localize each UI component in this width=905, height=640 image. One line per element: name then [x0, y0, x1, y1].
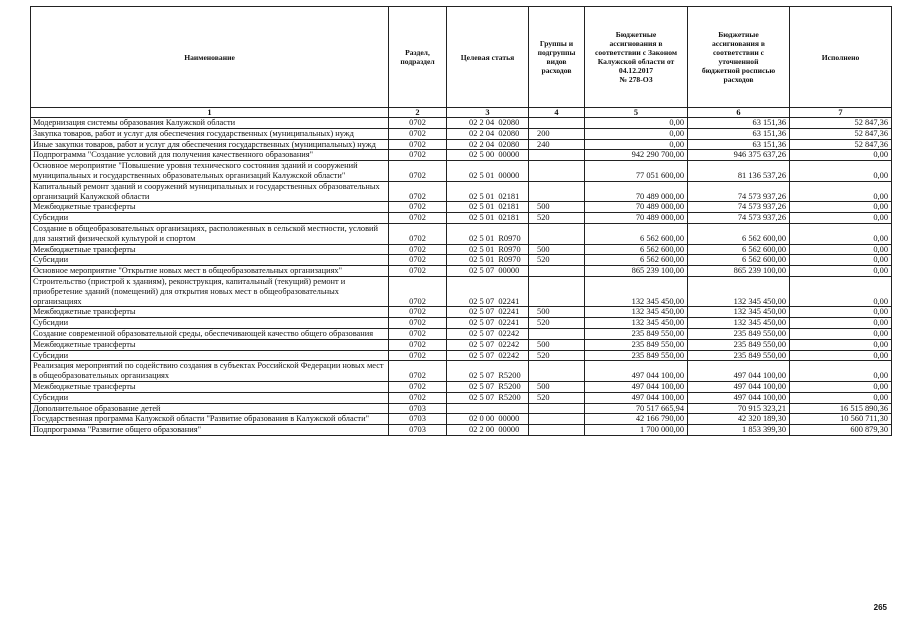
row-target-code: 02 5 01 02181	[447, 202, 529, 213]
row-refined-amount: 235 849 550,00	[688, 350, 790, 361]
row-name: Закупка товаров, работ и услуг для обеспечения государственных (муниципальных) нужд	[31, 128, 389, 139]
row-name: Межбюджетные трансферты	[31, 244, 389, 255]
row-name: Создание современной образовательной среды, обеспечивающей качество общего образования	[31, 328, 389, 339]
row-section: 0702	[389, 266, 447, 277]
row-expense-group	[529, 161, 585, 182]
table-row	[31, 307, 892, 318]
row-refined-amount: 70 915 323,21	[688, 403, 790, 414]
row-target-code: 02 5 07 02242	[447, 350, 529, 361]
row-executed-amount: 0,00	[790, 318, 892, 329]
row-section: 0702	[389, 223, 447, 244]
row-law-amount: 942 290 700,00	[585, 150, 688, 161]
row-law-amount: 70 517 665,94	[585, 403, 688, 414]
header-refined: Бюджетные ассигнования в соответствии с уточненной бюджетной росписью расходов	[688, 7, 790, 108]
row-expense-group	[529, 118, 585, 129]
table-body	[31, 118, 892, 436]
row-refined-amount: 132 345 450,00	[688, 318, 790, 329]
row-target-code: 02 5 07 R5200	[447, 392, 529, 403]
row-target-code: 02 5 07 R5200	[447, 361, 529, 382]
row-expense-group	[529, 328, 585, 339]
row-executed-amount: 0,00	[790, 361, 892, 382]
table-row	[31, 381, 892, 392]
row-executed-amount: 0,00	[790, 213, 892, 224]
row-expense-group: 520	[529, 255, 585, 266]
row-target-code: 02 5 01 R0970	[447, 244, 529, 255]
row-executed-amount: 0,00	[790, 150, 892, 161]
row-expense-group: 500	[529, 307, 585, 318]
row-law-amount: 70 489 000,00	[585, 181, 688, 202]
row-refined-amount: 132 345 450,00	[688, 276, 790, 306]
row-law-amount: 0,00	[585, 118, 688, 129]
row-target-code: 02 5 01 R0970	[447, 255, 529, 266]
row-name: Подпрограмма "Развитие общего образования"	[31, 425, 389, 436]
row-law-amount: 497 044 100,00	[585, 392, 688, 403]
row-section: 0702	[389, 161, 447, 182]
table-row	[31, 328, 892, 339]
table-row	[31, 414, 892, 425]
row-section: 0702	[389, 276, 447, 306]
row-refined-amount: 74 573 937,26	[688, 213, 790, 224]
header-groups: Группы и подгруппы видов расходов	[529, 7, 585, 108]
row-name: Субсидии	[31, 392, 389, 403]
row-expense-group: 240	[529, 139, 585, 150]
row-expense-group: 520	[529, 318, 585, 329]
row-section: 0702	[389, 202, 447, 213]
row-expense-group	[529, 266, 585, 277]
row-target-code: 02 2 04 02080	[447, 128, 529, 139]
row-section: 0702	[389, 318, 447, 329]
row-executed-amount: 0,00	[790, 381, 892, 392]
row-name: Подпрограмма "Создание условий для получения качественного образования"	[31, 150, 389, 161]
header-law: Бюджетные ассигнования в соответствии с Законом Калужской области от 04.12.2017 № 278-ОЗ	[585, 7, 688, 108]
table-row	[31, 118, 892, 129]
table-row	[31, 139, 892, 150]
row-name: Государственная программа Калужской области "Развитие образования в Калужской области"	[31, 414, 389, 425]
row-law-amount: 0,00	[585, 128, 688, 139]
row-section: 0702	[389, 244, 447, 255]
row-law-amount: 6 562 600,00	[585, 255, 688, 266]
row-section: 0702	[389, 150, 447, 161]
table-row	[31, 161, 892, 182]
row-name: Строительство (пристрой к зданиям), реконструкция, капитальный (текущий) ремонт и приобретение зданий (помещений) для открытия новых мест в общеобразовательных организациях	[31, 276, 389, 306]
row-section: 0702	[389, 213, 447, 224]
row-law-amount: 497 044 100,00	[585, 361, 688, 382]
table-row	[31, 425, 892, 436]
row-law-amount: 1 700 000,00	[585, 425, 688, 436]
row-name: Субсидии	[31, 213, 389, 224]
row-executed-amount: 0,00	[790, 255, 892, 266]
row-refined-amount: 497 044 100,00	[688, 361, 790, 382]
column-number: 4	[529, 108, 585, 118]
row-law-amount: 235 849 550,00	[585, 350, 688, 361]
page-number: 265	[873, 603, 887, 612]
row-name: Субсидии	[31, 255, 389, 266]
row-section: 0702	[389, 139, 447, 150]
table-row	[31, 244, 892, 255]
table-row	[31, 266, 892, 277]
row-executed-amount: 0,00	[790, 161, 892, 182]
row-target-code: 02 2 00 00000	[447, 425, 529, 436]
row-refined-amount: 63 151,36	[688, 118, 790, 129]
row-executed-amount: 52 847,36	[790, 118, 892, 129]
row-law-amount: 0,00	[585, 139, 688, 150]
row-refined-amount: 1 853 399,30	[688, 425, 790, 436]
row-executed-amount: 0,00	[790, 328, 892, 339]
header-executed: Исполнено	[790, 7, 892, 108]
table-row	[31, 339, 892, 350]
row-target-code: 02 0 00 00000	[447, 414, 529, 425]
row-name: Межбюджетные трансферты	[31, 339, 389, 350]
row-name: Иные закупки товаров, работ и услуг для обеспечения государственных (муниципальных) нужд	[31, 139, 389, 150]
row-expense-group: 520	[529, 392, 585, 403]
row-refined-amount: 63 151,36	[688, 128, 790, 139]
table-row	[31, 255, 892, 266]
table-row	[31, 150, 892, 161]
table-row	[31, 202, 892, 213]
row-section: 0703	[389, 414, 447, 425]
row-section: 0702	[389, 361, 447, 382]
row-executed-amount: 10 560 711,30	[790, 414, 892, 425]
row-expense-group	[529, 223, 585, 244]
row-name: Создание в общеобразовательных организациях, расположенных в сельской местности, условий для занятий физической культурой и спортом	[31, 223, 389, 244]
row-section: 0702	[389, 118, 447, 129]
row-name: Межбюджетные трансферты	[31, 202, 389, 213]
table-row	[31, 403, 892, 414]
table-row	[31, 276, 892, 306]
row-law-amount: 497 044 100,00	[585, 381, 688, 392]
row-section: 0702	[389, 181, 447, 202]
row-expense-group: 500	[529, 244, 585, 255]
row-section: 0703	[389, 425, 447, 436]
row-executed-amount: 0,00	[790, 392, 892, 403]
row-section: 0702	[389, 339, 447, 350]
row-target-code: 02 5 07 R5200	[447, 381, 529, 392]
row-law-amount: 70 489 000,00	[585, 202, 688, 213]
table-row	[31, 361, 892, 382]
row-refined-amount: 497 044 100,00	[688, 381, 790, 392]
row-refined-amount: 74 573 937,26	[688, 181, 790, 202]
table-row	[31, 181, 892, 202]
row-name: Дополнительное образование детей	[31, 403, 389, 414]
row-law-amount: 77 051 600,00	[585, 161, 688, 182]
row-target-code: 02 5 01 R0970	[447, 223, 529, 244]
row-refined-amount: 132 345 450,00	[688, 307, 790, 318]
row-target-code: 02 5 01 02181	[447, 213, 529, 224]
row-section: 0702	[389, 328, 447, 339]
row-expense-group: 500	[529, 202, 585, 213]
row-executed-amount: 0,00	[790, 244, 892, 255]
row-executed-amount: 0,00	[790, 202, 892, 213]
row-target-code: 02 5 07 02241	[447, 276, 529, 306]
row-name: Основное мероприятие "Открытие новых мест в общеобразовательных организациях"	[31, 266, 389, 277]
column-number: 2	[389, 108, 447, 118]
row-target-code: 02 2 04 02080	[447, 118, 529, 129]
row-name: Реализация мероприятий по содействию создания в субъектах Российской Федерации новых мест в общеобразовательных организациях	[31, 361, 389, 382]
row-law-amount: 132 345 450,00	[585, 276, 688, 306]
row-executed-amount: 0,00	[790, 350, 892, 361]
table-row	[31, 392, 892, 403]
header-section: Раздел, подраздел	[389, 7, 447, 108]
row-executed-amount: 0,00	[790, 266, 892, 277]
table-row	[31, 213, 892, 224]
column-number: 6	[688, 108, 790, 118]
row-section: 0702	[389, 350, 447, 361]
row-executed-amount: 52 847,36	[790, 128, 892, 139]
row-refined-amount: 235 849 550,00	[688, 339, 790, 350]
row-target-code: 02 5 01 02181	[447, 181, 529, 202]
column-number: 7	[790, 108, 892, 118]
row-expense-group: 520	[529, 350, 585, 361]
row-section: 0703	[389, 403, 447, 414]
row-refined-amount: 6 562 600,00	[688, 244, 790, 255]
row-law-amount: 6 562 600,00	[585, 244, 688, 255]
row-name: Модернизация системы образования Калужской области	[31, 118, 389, 129]
row-section: 0702	[389, 128, 447, 139]
row-expense-group	[529, 150, 585, 161]
row-section: 0702	[389, 381, 447, 392]
row-refined-amount: 235 849 550,00	[688, 328, 790, 339]
row-expense-group	[529, 361, 585, 382]
row-name: Капитальный ремонт зданий и сооружений муниципальных и государственных образовательных организаций Калужской области	[31, 181, 389, 202]
row-name: Субсидии	[31, 350, 389, 361]
row-refined-amount: 6 562 600,00	[688, 255, 790, 266]
row-name: Межбюджетные трансферты	[31, 307, 389, 318]
row-refined-amount: 865 239 100,00	[688, 266, 790, 277]
column-number: 5	[585, 108, 688, 118]
row-target-code: 02 5 07 02242	[447, 339, 529, 350]
row-executed-amount: 52 847,36	[790, 139, 892, 150]
row-refined-amount: 946 375 637,26	[688, 150, 790, 161]
row-section: 0702	[389, 392, 447, 403]
row-section: 0702	[389, 255, 447, 266]
row-target-code	[447, 403, 529, 414]
row-refined-amount: 81 136 537,26	[688, 161, 790, 182]
row-expense-group: 500	[529, 381, 585, 392]
row-refined-amount: 74 573 937,26	[688, 202, 790, 213]
row-target-code: 02 5 07 02241	[447, 307, 529, 318]
row-expense-group	[529, 425, 585, 436]
row-law-amount: 865 239 100,00	[585, 266, 688, 277]
row-executed-amount: 0,00	[790, 307, 892, 318]
header-target: Целевая статья	[447, 7, 529, 108]
row-target-code: 02 2 04 02080	[447, 139, 529, 150]
table-header	[31, 7, 892, 118]
table-row	[31, 223, 892, 244]
row-target-code: 02 5 07 02242	[447, 328, 529, 339]
table-row	[31, 318, 892, 329]
row-executed-amount: 0,00	[790, 181, 892, 202]
row-executed-amount: 0,00	[790, 276, 892, 306]
row-law-amount: 132 345 450,00	[585, 318, 688, 329]
row-refined-amount: 42 320 189,30	[688, 414, 790, 425]
row-name: Межбюджетные трансферты	[31, 381, 389, 392]
row-section: 0702	[389, 307, 447, 318]
row-expense-group: 500	[529, 339, 585, 350]
row-law-amount: 6 562 600,00	[585, 223, 688, 244]
column-numbers-row	[31, 108, 892, 118]
row-expense-group	[529, 276, 585, 306]
row-target-code: 02 5 01 00000	[447, 161, 529, 182]
column-number: 1	[31, 108, 389, 118]
row-executed-amount: 0,00	[790, 223, 892, 244]
row-law-amount: 235 849 550,00	[585, 328, 688, 339]
row-target-code: 02 5 07 00000	[447, 266, 529, 277]
row-refined-amount: 6 562 600,00	[688, 223, 790, 244]
row-refined-amount: 497 044 100,00	[688, 392, 790, 403]
row-expense-group: 200	[529, 128, 585, 139]
header-name: Наименование	[31, 7, 389, 108]
table-row	[31, 350, 892, 361]
row-law-amount: 132 345 450,00	[585, 307, 688, 318]
row-expense-group: 520	[529, 213, 585, 224]
row-law-amount: 235 849 550,00	[585, 339, 688, 350]
row-refined-amount: 63 151,36	[688, 139, 790, 150]
row-name: Основное мероприятие "Повышение уровня технического состояния зданий и сооружений муниципальных и государственных образовательных организаций Калужской области"	[31, 161, 389, 182]
row-law-amount: 70 489 000,00	[585, 213, 688, 224]
row-executed-amount: 0,00	[790, 339, 892, 350]
row-expense-group	[529, 181, 585, 202]
row-target-code: 02 5 07 02241	[447, 318, 529, 329]
row-target-code: 02 5 00 00000	[447, 150, 529, 161]
row-law-amount: 42 166 790,00	[585, 414, 688, 425]
row-name: Субсидии	[31, 318, 389, 329]
row-executed-amount: 600 879,30	[790, 425, 892, 436]
table-row	[31, 128, 892, 139]
row-executed-amount: 16 515 890,36	[790, 403, 892, 414]
column-number: 3	[447, 108, 529, 118]
row-expense-group	[529, 403, 585, 414]
row-expense-group	[529, 414, 585, 425]
budget-table	[30, 6, 892, 436]
